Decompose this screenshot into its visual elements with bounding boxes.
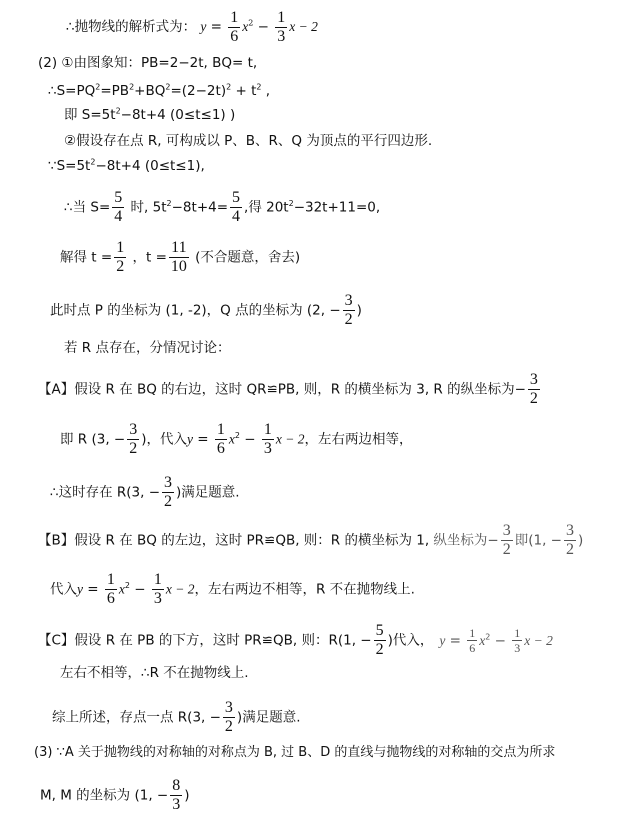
case-c-conclusion: 左右不相等，∴R 不在抛物线上.: [60, 665, 249, 681]
minus-sign: −: [253, 19, 274, 35]
fraction-three-halves-2: $\frac{3}{2}$: [565, 522, 574, 558]
var-x: x: [242, 19, 249, 34]
fraction-eight-thirds: $\frac{8}{3}$: [172, 777, 181, 813]
fraction-one-third: $\frac{1}{3}$: [277, 9, 286, 45]
fraction-three-halves: $\frac{3}{2}$: [502, 522, 511, 558]
fraction-three-halves: $\frac{3}{2}$: [224, 699, 233, 735]
pq-coordinates-line: 此时点 P 的坐标为 (1, -2)，Q 点的坐标为 (2, − $\frac{3}{2}$ ): [50, 292, 362, 328]
assumption-line: ②假设存在点 R, 可构成以 P、B、R、Q 为顶点的平行四边形.: [64, 133, 433, 149]
var-y: y: [200, 19, 207, 34]
equation-intro: ∴抛物线的解析式为：: [66, 19, 197, 35]
because-line: $\because S=5t^2-8t+4$ (0≤t≤1),: [48, 157, 205, 174]
area-formula-line: $\therefore S=PQ^2=PB^2+BQ^2=(2-2t)^2 + t^2$ ,: [48, 82, 271, 99]
when-s-line: ∴当 S= $\frac{5}{4}$ 时, $5t^2-8t+4=$ $\frac{5}{4}$ ,得 $20t^2-32t+11=0$,: [64, 189, 381, 225]
case-c-line: 【C】假设 R 在 PB 的下方，这时 PR≌QB, 则：R(1, − $\frac{5}{2}$ )代入， y = $\frac{1}{6}$ $x^2$ − $\frac{1}{3}$ x − 2: [38, 622, 553, 658]
summary-line: 综上所述，存点一点 R(3, − $\frac{3}{2}$ )满足题意.: [52, 699, 301, 735]
fraction-five-quarters-2: $\frac{5}{4}$: [232, 189, 241, 225]
fraction-one-third: $\frac{1}{3}$: [153, 571, 162, 607]
fraction-five-quarters: $\frac{5}{4}$: [114, 189, 123, 225]
case-b-line: 【B】假设 R 在 BQ 的左边，这时 PR≌QB, 则：R 的横坐标为 1, 纵坐标为− $\frac{3}{2}$ 即(1, − $\frac{3}{2}$ ): [38, 522, 584, 558]
fraction-three-halves: $\frac{3}{2}$: [529, 371, 538, 407]
fraction-one-sixth: $\frac{1}{6}$: [230, 9, 239, 45]
fraction-five-halves: $\frac{5}{2}$: [375, 622, 384, 658]
fraction-one-third: $\frac{1}{3}$: [263, 421, 272, 457]
fraction-three-halves: $\frac{3}{2}$: [129, 421, 138, 457]
fraction-one-sixth: $\frac{1}{6}$: [106, 571, 115, 607]
fraction-one-sixth: $\frac{1}{6}$: [216, 421, 225, 457]
part3-line: (3) ∵A 关于抛物线的对称轴的对称点为 B, 过 B、D 的直线与抛物线的对称轴的交点为所求: [34, 745, 556, 760]
cases-intro: 若 R 点存在，分情况讨论：: [64, 340, 231, 356]
case-b-substitute-line: 代入y = $\frac{1}{6}$ $x^2$ − $\frac{1}{3}$ x − 2，左右两边不相等，R 不在抛物线上.: [50, 571, 415, 607]
fraction-one-half: $\frac{1}{2}$: [116, 239, 125, 275]
case-a-conclusion: ∴这时存在 R(3, − $\frac{3}{2}$ )满足题意.: [50, 474, 240, 510]
parabola-equation-line: [66, 10, 318, 45]
exponent: 2: [248, 18, 254, 28]
equals-sign: =: [206, 19, 227, 35]
case-a-substitute-line: 即 R (3, − $\frac{3}{2}$ )，代入y = $\frac{1}{6}$ $x^2$ − $\frac{1}{3}$ x − 2，左右两边相等，: [60, 421, 413, 457]
m-coordinates-line: M, M 的坐标为 (1, − $\frac{8}{3}$ ): [40, 777, 190, 813]
fraction-one-third: $\frac{1}{3}$: [514, 626, 521, 655]
fraction-three-halves: $\frac{3}{2}$: [344, 292, 353, 328]
part2-intro: (2) ①由图象知：PB=2−2t, BQ= t,: [38, 55, 258, 71]
equation-tail: x − 2: [289, 19, 318, 34]
area-simplified-line: 即 $S=5t^2-8t+4$ (0≤t≤1) ): [64, 106, 236, 123]
fraction-one-sixth: $\frac{1}{6}$: [469, 626, 476, 655]
fraction-three-halves: $\frac{3}{2}$: [164, 474, 173, 510]
fraction-eleven-tenths: $\frac{11}{10}$: [170, 239, 187, 275]
solve-t-line: 解得 t = $\frac{1}{2}$ ，t = $\frac{11}{10}$ (不合题意，舍去): [60, 239, 301, 275]
case-a-line: 【A】假设 R 在 BQ 的右边，这时 QR≌PB, 则，R 的横坐标为 3, R 的纵坐标为− $\frac{3}{2}$: [38, 371, 538, 407]
